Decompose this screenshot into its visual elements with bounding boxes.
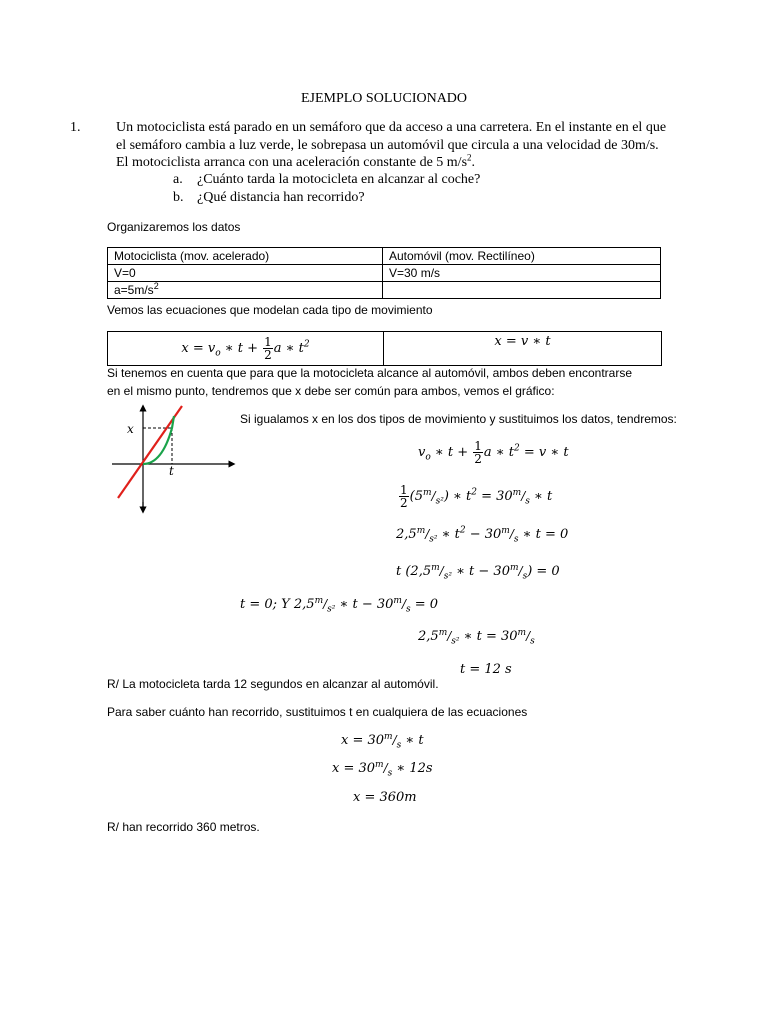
table-row: [108, 282, 661, 299]
distance-equation-1: $x = 30^m/_s$ ∗ t: [341, 732, 424, 751]
paragraph-line-2: en el mismo punto, tendremos que x debe ser común para ambos, vemos el gráfico:: [107, 384, 555, 398]
table-header-moto: Motociclista (mov. acelerado): [108, 248, 383, 265]
distance-intro: Para saber cuánto han recorrido, sustituimos t en cualquiera de las ecuaciones: [107, 705, 528, 719]
equation-accelerated: $x = v_o$ ∗ t + $\frac{1}{2}$ a ∗ $t^2$: [108, 332, 384, 365]
substitution-intro: Si igualamos x en los dos tipos de movimiento y sustituimos los datos, tendremos:: [240, 412, 677, 426]
question-a: ¿Cuánto tarda la motocicleta en alcanzar al coche?: [197, 172, 481, 187]
step-equation-4: t ($2,5^m/_{s^2}$ ∗ $t - 30^m/_s) = 0$: [396, 563, 560, 582]
step-equation-1: $v_o$ ∗ t + $\frac{1}{2}$ a ∗ $t^2 = v$ ∗ t: [418, 439, 569, 466]
step-equation-5: t = 0; Y $2,5^m/_{s^2}$ ∗ $t - 30^m/_s = 0$: [240, 596, 439, 615]
page-title: EJEMPLO SOLUCIONADO: [300, 91, 468, 106]
table-row: [108, 248, 661, 265]
table-cell: [383, 282, 661, 299]
step-equation-6: $2,5^m/_{s^2}$ ∗ $t = 30^m/_s$: [418, 628, 535, 647]
problem-line-1: Un motociclista está parado en un semáforo que da acceso a una carretera. En el instante en el que: [116, 120, 667, 135]
table-row: [108, 265, 661, 282]
problem-line-2: el semáforo cambia a luz verde, le sobrepasa un automóvil que circula a una velocidad de 30m/s.: [116, 138, 659, 153]
distance-equation-3: x = 360m: [353, 790, 417, 805]
x-axis-label: x: [127, 422, 134, 436]
step-equation-7: t = 12 s: [460, 662, 512, 677]
problem-number: 1.: [70, 120, 81, 135]
answer-time: R/ La motocicleta tarda 12 segundos en alcanzar al automóvil.: [107, 677, 439, 691]
equations-heading: Vemos las ecuaciones que modelan cada tipo de movimiento: [107, 303, 433, 317]
distance-equation-2: $x = 30^m/_s$ ∗ 12s: [332, 760, 433, 779]
question-b: ¿Qué distancia han recorrido?: [197, 190, 365, 205]
problem-line-3: El motociclista arranca con una aceleración constante de 5 $m/s^2$.: [116, 152, 476, 170]
table-cell: V=0: [108, 265, 383, 282]
paragraph-line-1: Si tenemos en cuenta que para que la motocicleta alcance al automóvil, ambos deben encontrarse: [107, 366, 632, 380]
step-equation-2: $\frac{1}{2}$ $(5^m/_{s^2})$ ∗ $t^2 = 30^m/_s$ ∗ t: [400, 483, 553, 510]
data-heading: Organizaremos los datos: [107, 220, 241, 234]
step-equation-3: $2,5^m/_{s^2}$ ∗ $t^2 - 30^m/_s$ ∗ t = 0: [396, 525, 569, 545]
table-cell: $a=5m/s^2$: [108, 282, 383, 299]
position-time-graph: [110, 402, 240, 514]
table-header-auto: Automóvil (mov. Rectilíneo): [383, 248, 661, 265]
t-axis-label: t: [169, 464, 174, 478]
table-cell: V=30 m/s: [383, 265, 661, 282]
equation-uniform: x = v ∗ t: [494, 334, 551, 349]
question-a-letter: a.: [173, 172, 183, 187]
equations-box: [107, 331, 662, 366]
question-b-letter: b.: [173, 190, 184, 205]
answer-distance: R/ han recorrido 360 metros.: [107, 820, 260, 834]
data-table: [107, 247, 661, 299]
